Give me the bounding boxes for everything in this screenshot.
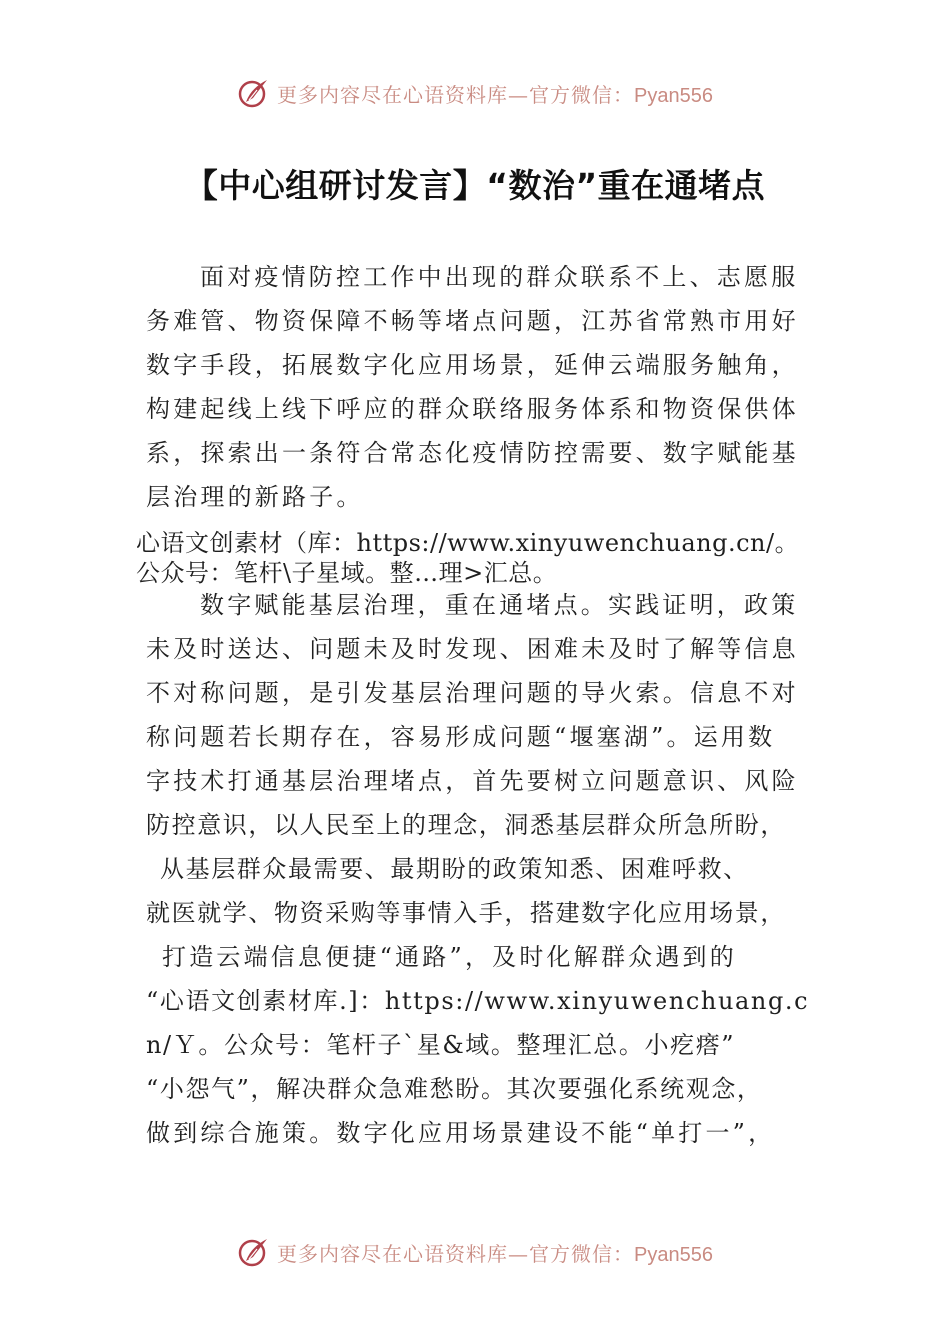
footer-banner-text <box>277 1238 713 1267</box>
body-line-4: 构建起线上线下呼应的群众联络服务体系和物资保供体 <box>146 395 799 423</box>
footer-watermark-banner <box>0 1232 950 1272</box>
body-line-9: 不对称问题，是引发基层治理问题的导火索。信息不对 <box>146 679 799 707</box>
header-banner-text <box>277 79 713 108</box>
body-line-5: 系，探索出一条符合常态化疫情防控需要、数字赋能基 <box>146 439 799 467</box>
body-line-15: 打造云端信息便捷“通路”，及时化解群众遇到的 <box>162 943 737 971</box>
body-line-17: n/Ｙ。公众号：笔杆子`星&域。整理汇总。小疙瘩” <box>146 1031 736 1059</box>
header-banner-message: 更多内容尽在心语资料库—官方微信： <box>277 82 635 107</box>
footer-banner-message: 更多内容尽在心语资料库—官方微信： <box>277 1241 635 1266</box>
body-line-13: 从基层群众最需要、最期盼的政策知悉、困难呼救、 <box>160 855 749 883</box>
source-note-line-1: 心语文创素材（库：https://www.xinyuwenchuang.cn/。 <box>136 529 800 557</box>
body-line-19: 做到综合施策。数字化应用场景建设不能“单打一”， <box>146 1119 776 1147</box>
document-title: 【中心组研讨发言】“数治”重在通堵点 <box>184 166 766 205</box>
header-watermark-banner <box>0 73 950 113</box>
quill-logo-icon <box>237 76 271 110</box>
body-line-1: 面对疫情防控工作中出现的群众联系不上、志愿服 <box>200 263 799 291</box>
header-banner-handle: Pyan556 <box>634 84 713 107</box>
body-line-10: 称问题若长期存在，容易形成问题“堰塞湖”。运用数 <box>146 723 776 751</box>
body-line-11: 字技术打通基层治理堵点，首先要树立问题意识、风险 <box>146 767 799 795</box>
body-line-14: 就医就学、物资采购等事情入手，搭建数字化应用场景， <box>146 899 786 927</box>
body-line-12: 防控意识，以人民至上的理念，洞悉基层群众所急所盼， <box>146 811 786 839</box>
source-note-line-2: 公众号：笔杆\子星域。整…理>汇总。 <box>136 559 558 587</box>
body-line-2: 务难管、物资保障不畅等堵点问题，江苏省常熟市用好 <box>146 307 799 335</box>
body-line-18: “小怨气”，解决群众急难愁盼。其次要强化系统观念， <box>146 1075 763 1103</box>
body-line-16: “心语文创素材库.]：https://www.xinyuwenchuang.c <box>146 987 810 1015</box>
body-line-8: 未及时送达、问题未及时发现、困难未及时了解等信息 <box>146 635 799 663</box>
quill-logo-icon <box>237 1235 271 1269</box>
body-line-6: 层治理的新路子。 <box>146 483 364 511</box>
body-line-3: 数字手段，拓展数字化应用场景，延伸云端服务触角， <box>146 351 799 379</box>
footer-banner-handle: Pyan556 <box>634 1243 713 1266</box>
body-line-7: 数字赋能基层治理，重在通堵点。实践证明，政策 <box>200 591 799 619</box>
